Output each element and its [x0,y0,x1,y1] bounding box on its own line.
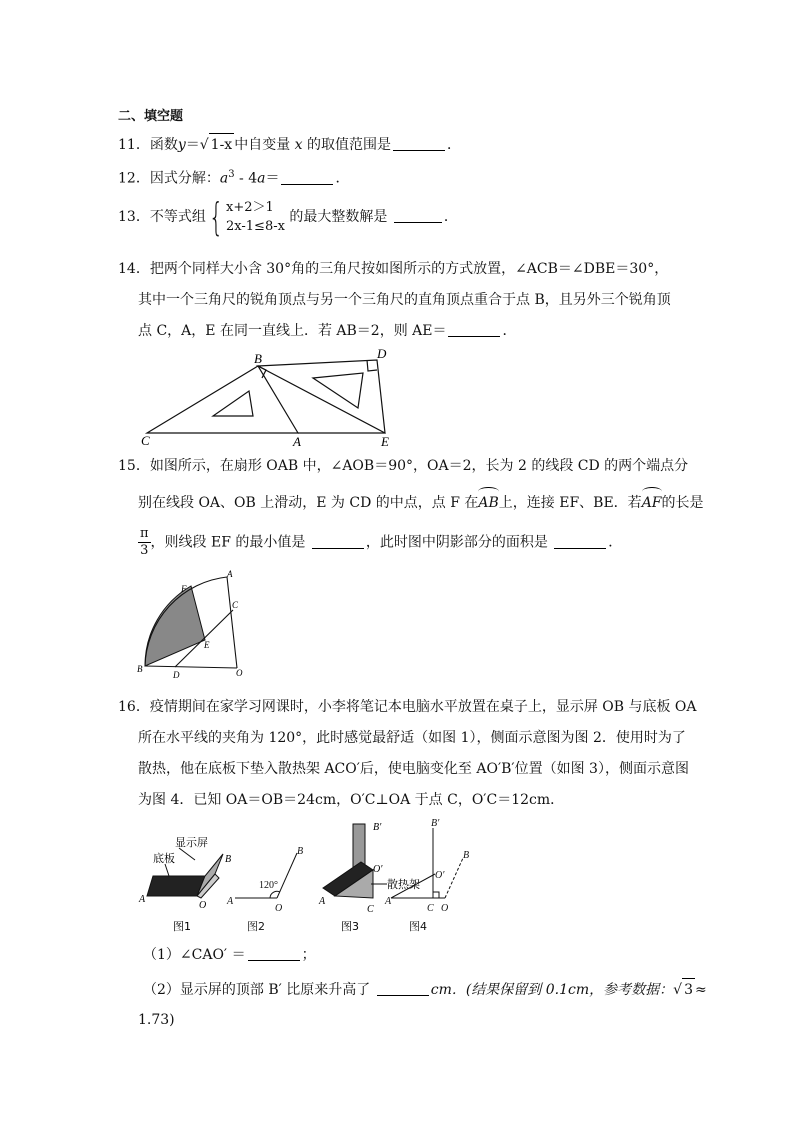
label-base: 底板 [153,852,175,865]
question-number: 11． [118,137,150,153]
label-o: O [199,900,207,911]
answer-blank[interactable] [281,170,333,185]
laptop-base [147,876,205,896]
label-c: C [232,600,239,610]
inner-hole [213,391,253,416]
figure-2 [226,846,303,933]
question-15-line: 15．如图所示，在扇形 OAB 中，∠AOB＝90°，OA＝2，长为 2 的线段 CD 的两个端点分 [118,458,689,474]
exponent: 3 [228,169,235,180]
label-a: A [227,896,234,907]
sub-question-2: （2）显示屏的顶部 B′ 比原来升高了 cm．(结果保留到 0.1cm，参考数据：√ 3 ≈ [143,978,707,1001]
right-angle-mark [433,892,439,898]
label-c: C [427,903,434,914]
label-screen: 显示屏 [175,836,208,849]
laptop-screen [197,854,223,896]
period: ． [502,323,517,339]
q11-text: 的取值范围是 [307,137,392,153]
caption-fig3: 图3 [341,920,359,933]
figure-1 [138,836,231,933]
label-e: E [204,640,210,650]
inequality-row: x+2＞1 [226,200,274,215]
q12-text: - 4 [234,170,258,187]
q12-text: 因式分解： [149,170,220,187]
period: ． [447,137,462,153]
question-16-line: 16．疫情期间在家学习网课时，小李将笔记本电脑水平放置在桌子上，显示屏 OB 与底板 OA [118,699,697,715]
segment-oa [227,577,237,668]
label-f: F [181,584,187,594]
label-b: B [225,854,232,865]
label-a: A [227,569,233,579]
var-a: a [219,170,229,187]
answer-blank[interactable] [393,136,445,151]
var-y: y [177,137,186,153]
sub2-text: cm．(结果保留到 0.1cm，参考数据： [430,982,674,998]
label-o: O [275,903,283,914]
q13-text: 不等式组 [149,209,206,225]
label-b: B [254,351,262,366]
label-e: E [381,434,389,448]
label-o: O [441,903,449,914]
answer-blank[interactable] [248,946,300,961]
label-o-prime: O′ [435,870,445,881]
period: ． [443,209,458,225]
shaded-region [145,586,205,666]
label-c: C [141,433,150,448]
label-rack: 散热架 [387,878,420,891]
section-title: 二、填空题 [118,109,184,124]
q13-text: 的最大整数解是 [289,209,388,225]
question-16-line: 散热，他在底板下垫入散热架 ACO′后，使电脑变化至 AO′B′位置（如图 3），侧面示意图 [138,761,689,777]
question-number: 12． [118,170,150,187]
figure-3 [318,822,420,933]
q15-text: ，则线段 EF 的最小值是 [150,534,306,551]
segment-ob-dashed [445,858,463,898]
answer-blank[interactable] [377,981,429,996]
arc-af: AF [642,492,662,514]
question-16-line: 为图 4．已知 OA＝OB＝24cm，O′C⊥OA 于点 C，O′C＝12cm． [138,792,565,808]
question-13 [118,195,458,239]
question-14-line [138,320,516,342]
caption-fig1: 图1 [173,920,191,933]
approx-sign: ≈ [695,982,707,998]
label-d: D [173,670,180,680]
question-15-line [138,526,622,559]
question-14-line: 其中一个三角尺的锐角顶点与另一个三角尺的直角顶点重合于点 B，且另外三个锐角顶 [138,292,671,308]
triangles-figure [135,348,405,448]
answer-blank[interactable] [394,208,442,223]
equals: ＝ [185,137,200,153]
q15-text: ，此时图中阴影部分的面积是 [365,534,548,551]
segment-ob [145,666,237,668]
semicolon: ； [301,947,316,963]
answer-blank[interactable] [448,322,500,337]
var-x: x [294,137,303,153]
label-a: A [139,894,146,905]
period: ． [335,170,350,187]
equals: ＝ [265,170,280,187]
sub1-text: （1）∠CAO′ ＝ [143,947,246,963]
radicand: 3 [682,978,695,1001]
segment-ob [277,853,297,898]
triangle-bde [258,360,385,433]
answer-blank[interactable] [312,534,364,549]
label-o: O [236,668,243,678]
label-o-prime: O′ [373,864,383,875]
figure-4 [384,818,469,933]
q15-text: 的长是 [661,495,704,511]
question-14-line: 14．把两个同样大小含 30°角的三角尺按如图所示的方式放置，∠ACB＝∠DBE＝30°， [118,261,669,277]
arc-ab: AB [478,492,498,514]
label-b: B [297,846,304,857]
question-number: 13． [118,209,150,225]
sector-figure [133,568,253,683]
q15-text: 上，连接 EF、BE．若 [498,495,642,511]
sub2-text: （2）显示屏的顶部 B′ 比原来升高了 [143,982,371,998]
q11-text: 中自变量 [234,137,291,153]
inequality-row: 2x-1≤8-x [226,219,285,234]
question-12 [118,164,349,190]
caption-fig4: 图4 [409,920,427,933]
answer-blank[interactable] [554,534,606,549]
q15-text: 别在线段 OA、OB 上滑动，E 为 CD 的中点，点 F 在 [138,495,479,511]
inequality-system: { x+2＞1 2x-1≤8-x [208,195,285,239]
period: ． [608,534,623,551]
label-a: A [385,896,392,907]
question-11: 11．函数y＝√ 1-x 中自变量 x 的取值范围是 ． [118,133,461,156]
label-b: B [463,850,470,861]
question-16-line: 所在水平线的夹角为 120°，此时感觉最舒适（如图 1），侧面示意图为图 2．使用时为了 [138,730,686,746]
q14-text: 点 C，A，E 在同一直线上．若 AB＝2，则 AE＝ [138,323,447,339]
inner-hole [313,373,363,408]
laptop-figures [135,818,485,936]
q11-text: 函数 [149,137,178,153]
question-15-line [138,492,704,514]
var-a: a [257,170,266,187]
triangle-abc [147,366,298,433]
sub-question-2-tail: 1.73) [138,1012,175,1028]
label-angle: 120° [259,880,278,891]
radicand: 1-x [209,133,235,156]
label-b-prime: B′ [373,822,382,833]
label-a: A [293,434,301,448]
label-a: A [319,896,326,907]
fraction-pi-3: $\frac{\pi}{3}$ [140,526,149,558]
caption-fig2: 图2 [247,920,265,933]
label-c: C [367,904,374,915]
sub-question-1 [143,944,316,966]
label-d: D [377,348,387,361]
right-angle-mark [367,360,377,371]
label-b-prime: B′ [431,818,440,829]
label-b: B [137,664,143,674]
